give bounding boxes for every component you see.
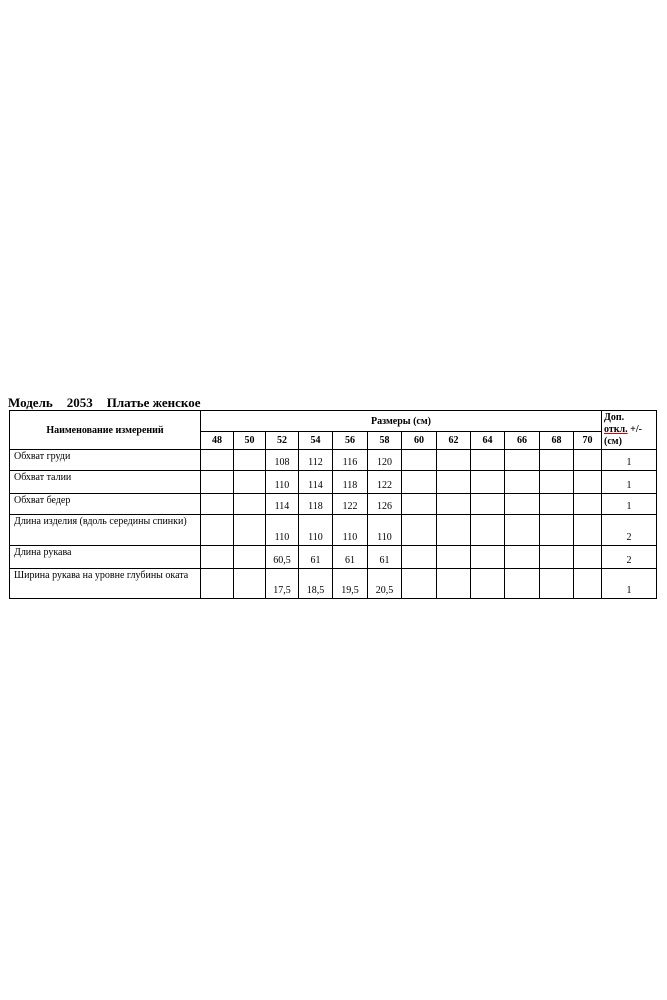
measurement-value: 122 [368, 471, 402, 494]
tolerance-value: 1 [602, 569, 657, 599]
measurement-value: 110 [368, 515, 402, 546]
measurement-value [505, 494, 540, 515]
size-header-cell: 52 [266, 432, 299, 450]
measurement-value [471, 471, 505, 494]
measurement-value [540, 471, 574, 494]
size-header-cell: 50 [234, 432, 266, 450]
measurement-value: 114 [299, 471, 333, 494]
measurement-value [201, 569, 234, 599]
sizes-header: Размеры (см) [201, 411, 602, 432]
measurement-value [437, 494, 471, 515]
table-row [10, 546, 657, 569]
measurement-value [574, 515, 602, 546]
measurement-value: 116 [333, 450, 368, 471]
measurement-value [437, 471, 471, 494]
measurement-value [471, 494, 505, 515]
measurement-value [402, 494, 437, 515]
document-title [8, 395, 214, 411]
size-table [9, 410, 657, 599]
measurement-value [437, 515, 471, 546]
measurement-value: 108 [266, 450, 299, 471]
measurement-value [234, 450, 266, 471]
measurement-value: 61 [299, 546, 333, 569]
measurement-value: 110 [333, 515, 368, 546]
measurement-value [201, 471, 234, 494]
table-row [10, 569, 657, 599]
measurement-value: 118 [299, 494, 333, 515]
measurement-value: 17,5 [266, 569, 299, 599]
size-header-cell: 62 [437, 432, 471, 450]
measurement-value [234, 471, 266, 494]
measurement-value [505, 471, 540, 494]
measurement-value: 61 [333, 546, 368, 569]
measurement-name: Длина изделия (вдоль середины спинки) [10, 515, 201, 546]
table-body [10, 450, 657, 599]
measurement-value [574, 494, 602, 515]
measurement-value [540, 515, 574, 546]
measurement-value [402, 569, 437, 599]
measurement-name: Обхват бедер [10, 494, 201, 515]
measurement-value [505, 450, 540, 471]
tolerance-header-abbrev: откл. [604, 424, 628, 435]
measurement-value [234, 546, 266, 569]
measurement-value: 110 [266, 515, 299, 546]
tolerance-header-line2 [604, 424, 654, 436]
measurement-name: Длина рукава [10, 546, 201, 569]
measurement-value: 122 [333, 494, 368, 515]
measurement-name: Ширина рукава на уровне глубины оката [10, 569, 201, 599]
measurement-value [505, 546, 540, 569]
size-header-cell: 68 [540, 432, 574, 450]
size-header-cell: 54 [299, 432, 333, 450]
size-header-cell: 64 [471, 432, 505, 450]
measurement-value [471, 546, 505, 569]
measurement-value: 112 [299, 450, 333, 471]
tolerance-value: 2 [602, 515, 657, 546]
measurement-value: 61 [368, 546, 402, 569]
tolerance-header-plusminus: +/- [627, 424, 642, 435]
tolerance-value: 1 [602, 494, 657, 515]
measurement-value: 18,5 [299, 569, 333, 599]
table-row [10, 515, 657, 546]
model-label: Модель [8, 395, 53, 410]
measurement-value [540, 450, 574, 471]
header-row [10, 411, 657, 432]
tolerance-value: 1 [602, 450, 657, 471]
measurement-value [234, 515, 266, 546]
measurement-value: 118 [333, 471, 368, 494]
model-number: 2053 [66, 395, 93, 410]
measurement-value [505, 515, 540, 546]
size-header-cell: 48 [201, 432, 234, 450]
measurement-value [574, 471, 602, 494]
tolerance-header-line1: Доп. [604, 412, 625, 423]
measurement-value [574, 450, 602, 471]
tolerance-header-line3: (см) [604, 436, 622, 447]
measurement-value [402, 515, 437, 546]
measurement-name: Обхват груди [10, 450, 201, 471]
measurement-value: 126 [368, 494, 402, 515]
measurement-name-header: Наименование измерений [10, 411, 201, 450]
table-row [10, 450, 657, 471]
size-header-cell: 66 [505, 432, 540, 450]
product-name: Платье женское [106, 395, 201, 410]
measurement-value [471, 515, 505, 546]
tolerance-header [602, 411, 657, 450]
measurement-value [201, 494, 234, 515]
tolerance-value: 1 [602, 471, 657, 494]
size-header-cell: 56 [333, 432, 368, 450]
measurement-value: 114 [266, 494, 299, 515]
measurement-value [540, 494, 574, 515]
tolerance-value: 2 [602, 546, 657, 569]
size-header-cell: 60 [402, 432, 437, 450]
measurement-value [201, 450, 234, 471]
measurement-value [437, 450, 471, 471]
measurement-value: 120 [368, 450, 402, 471]
measurement-value [574, 546, 602, 569]
measurement-value [234, 494, 266, 515]
measurement-value [505, 569, 540, 599]
measurement-value [234, 569, 266, 599]
measurement-name: Обхват талии [10, 471, 201, 494]
measurement-value: 110 [299, 515, 333, 546]
table-row [10, 494, 657, 515]
measurement-value [201, 546, 234, 569]
measurement-value [402, 450, 437, 471]
measurement-value [402, 471, 437, 494]
measurement-value [471, 569, 505, 599]
measurement-value: 20,5 [368, 569, 402, 599]
table-row [10, 471, 657, 494]
measurement-value [574, 569, 602, 599]
size-header-cell: 58 [368, 432, 402, 450]
measurement-value [402, 546, 437, 569]
measurement-value: 60,5 [266, 546, 299, 569]
measurement-value [471, 450, 505, 471]
size-header-cell: 70 [574, 432, 602, 450]
measurement-value [201, 515, 234, 546]
measurement-value [540, 546, 574, 569]
measurement-value [437, 569, 471, 599]
measurement-value: 110 [266, 471, 299, 494]
measurement-value [540, 569, 574, 599]
measurement-value: 19,5 [333, 569, 368, 599]
measurement-value [437, 546, 471, 569]
